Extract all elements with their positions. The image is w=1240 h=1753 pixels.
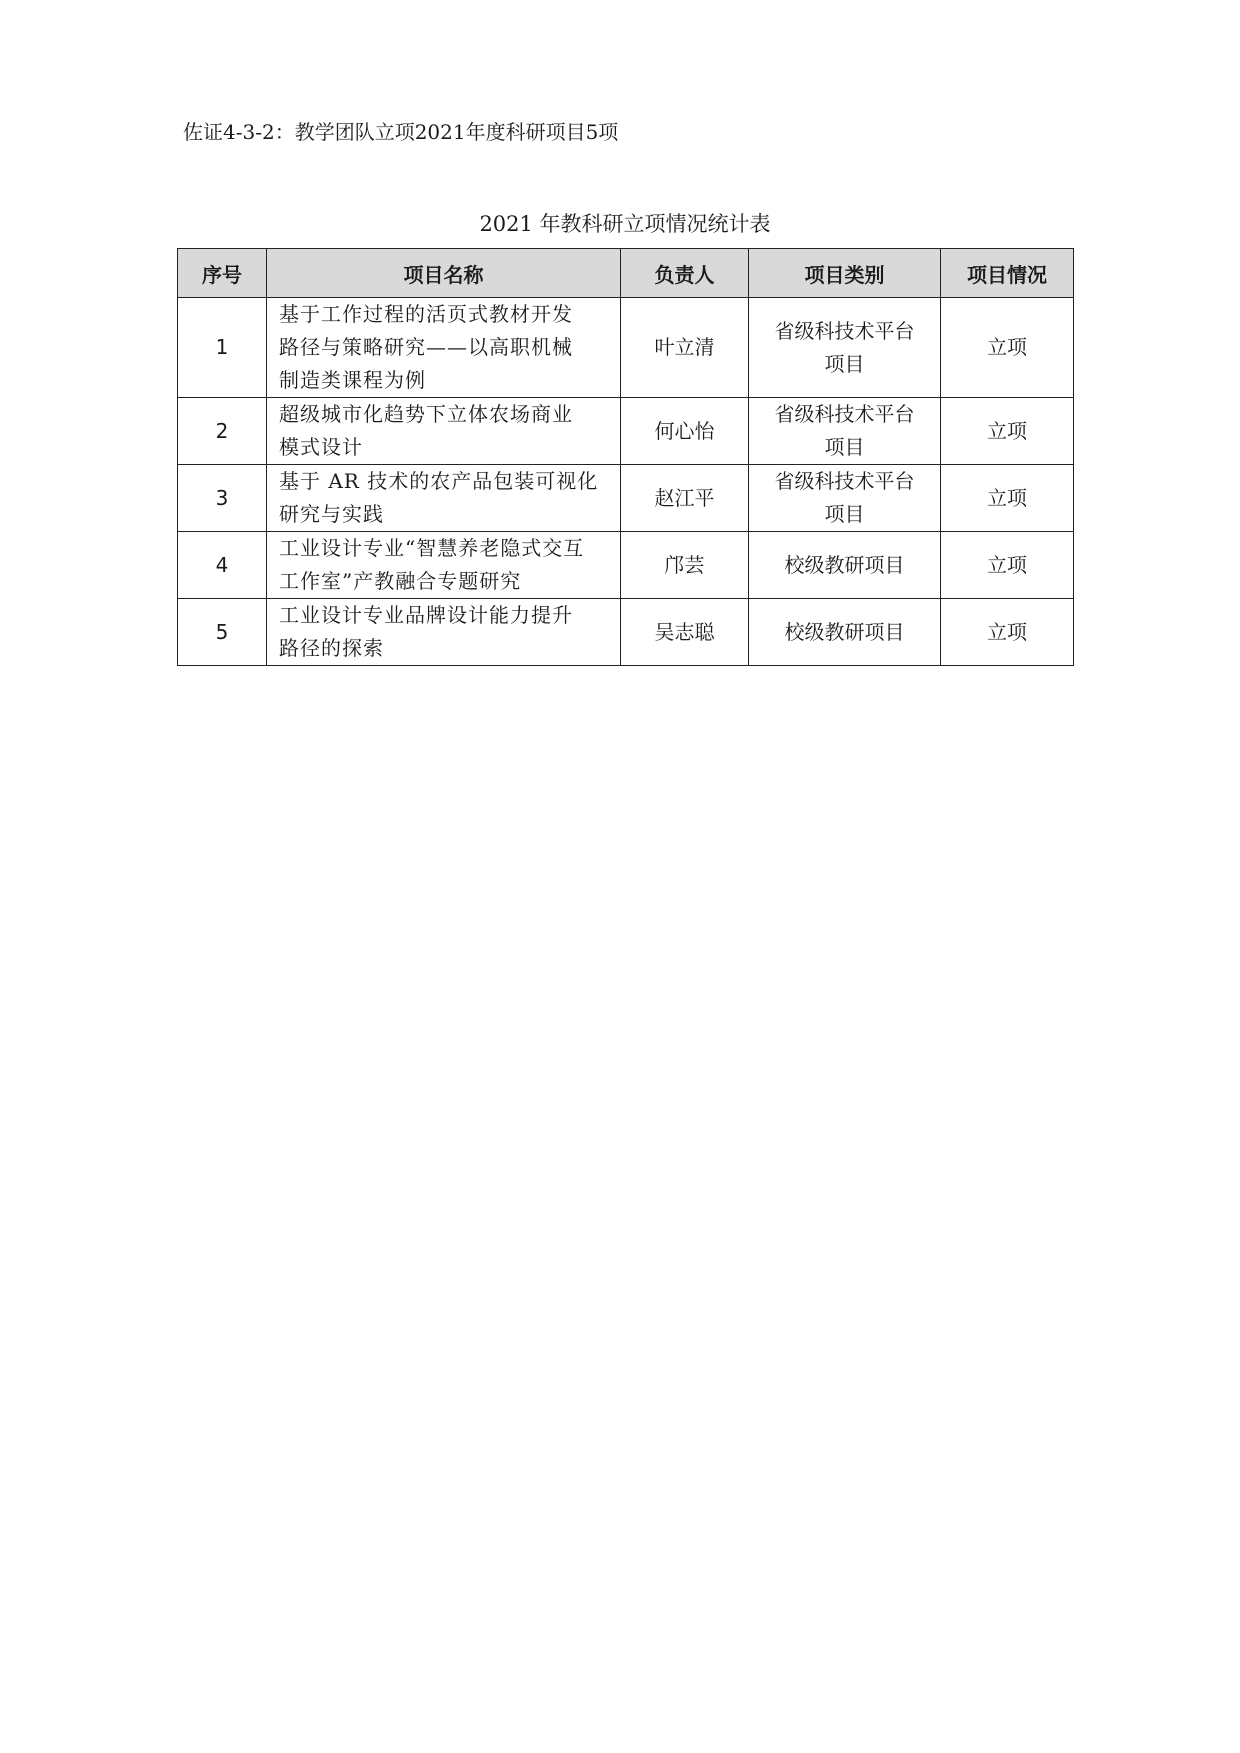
project-name-line: 路径与策略研究——以高职机械 [279,335,573,359]
project-name-line: 工业设计专业“智慧养老隐式交互 [279,536,585,560]
row-number: 5 [178,599,267,666]
project-stats-table [177,248,1074,666]
project-leader: 叶立清 [621,298,749,398]
table-title: 2021 年教科研立项情况统计表 [479,212,771,236]
project-leader: 吴志聪 [621,599,749,666]
project-name [267,398,621,465]
project-name [267,298,621,398]
project-category-line: 省级科技术平台 [774,318,915,343]
project-name-line: 工作室”产教融合专题研究 [279,569,522,593]
project-category [749,298,941,398]
column-header-status: 项目情况 [941,249,1074,298]
table-row [178,532,1074,599]
table-header-row [178,249,1074,298]
table-row [178,465,1074,532]
row-number: 2 [178,398,267,465]
project-name [267,599,621,666]
column-header-no: 序号 [178,249,267,298]
project-leader: 何心怡 [621,398,749,465]
project-leader: 赵江平 [621,465,749,532]
row-number: 3 [178,465,267,532]
project-status: 立项 [941,398,1074,465]
row-number: 4 [178,532,267,599]
project-category [749,465,941,532]
project-category-line: 项目 [824,435,865,459]
project-status: 立项 [941,465,1074,532]
project-name-line: 路径的探索 [279,636,384,660]
column-header-leader: 负责人 [621,249,749,298]
project-name-line: 基于工作过程的活页式教材开发 [279,302,573,326]
project-name-line: 超级城市化趋势下立体农场商业 [279,402,573,426]
project-category [749,599,941,666]
project-category [749,398,941,465]
column-header-category: 项目类别 [749,249,941,298]
project-name-line: 研究与实践 [279,502,384,526]
project-category-line: 项目 [824,351,865,376]
project-status: 立项 [941,532,1074,599]
project-category-line: 校级教研项目 [784,552,905,577]
project-name-line: 基于 AR 技术的农产品包装可视化 [279,469,599,493]
project-category-line: 省级科技术平台 [774,402,915,426]
project-name [267,532,621,599]
project-name-line: 制造类课程为例 [279,368,426,392]
project-category [749,532,941,599]
column-header-name: 项目名称 [267,249,621,298]
table-row [178,398,1074,465]
project-status: 立项 [941,298,1074,398]
project-name-line: 工业设计专业品牌设计能力提升 [279,603,573,627]
evidence-heading: 佐证4-3-2：教学团队立项2021年度科研项目5项 [183,120,619,144]
project-category-line: 项目 [824,502,865,526]
table-row [178,599,1074,666]
project-name [267,465,621,532]
table-row [178,298,1074,398]
row-number: 1 [178,298,267,398]
project-category-line: 省级科技术平台 [774,469,915,493]
project-leader: 邝芸 [621,532,749,599]
project-category-line: 校级教研项目 [784,619,905,644]
project-name-line: 模式设计 [279,435,363,459]
project-status: 立项 [941,599,1074,666]
